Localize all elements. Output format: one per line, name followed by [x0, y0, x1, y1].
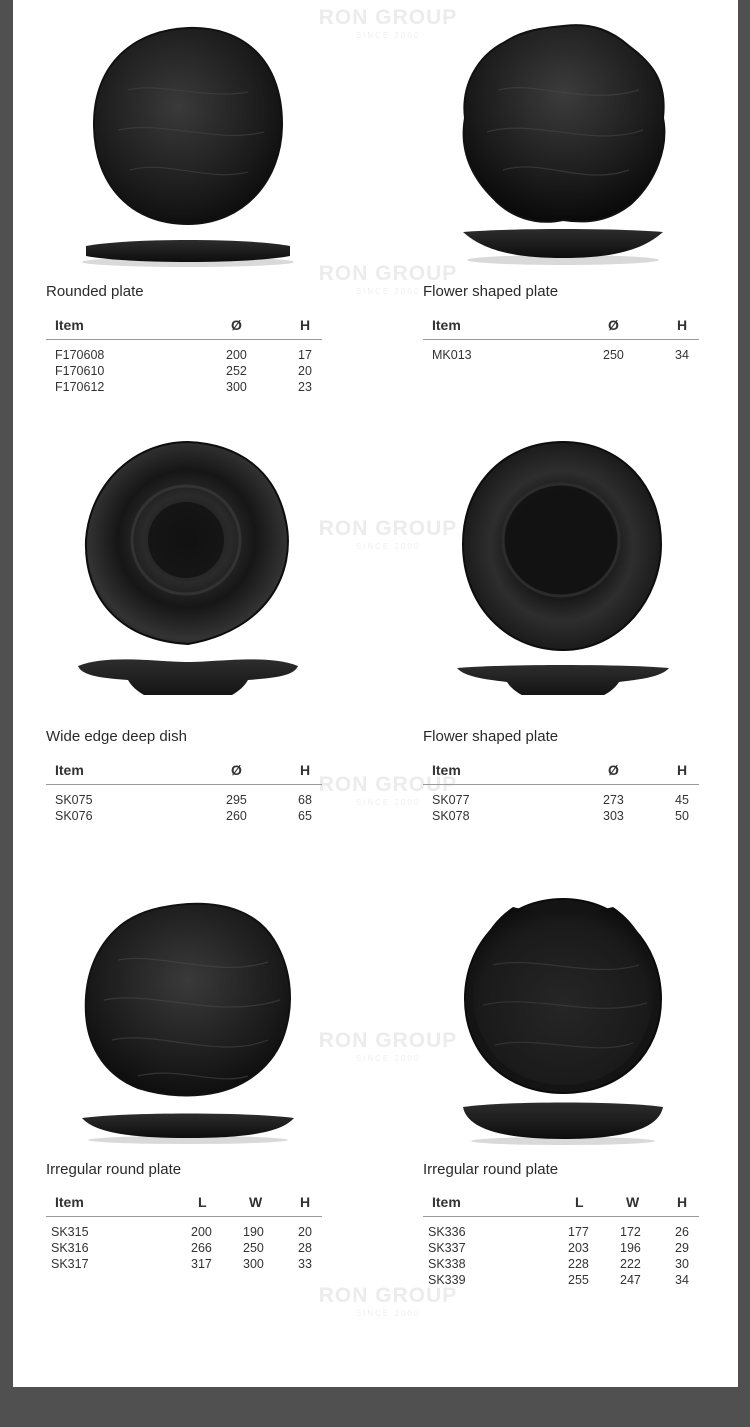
spec-header-diameter: Ø: [608, 762, 619, 778]
product-image: [68, 440, 308, 695]
product-image: [443, 20, 683, 275]
spec-row: [46, 808, 322, 824]
spec-header-length: L: [575, 1194, 584, 1210]
watermark: RON GROUP SINCE 2000: [318, 517, 458, 551]
product-name: Irregular round plate: [46, 1161, 182, 1178]
spec-cell-height: 50: [675, 809, 689, 823]
spec-row: [46, 347, 322, 363]
spec-cell-height: 17: [298, 348, 312, 362]
spec-table: [423, 313, 699, 363]
spec-cell-height: 34: [675, 1273, 689, 1287]
spec-table: [46, 1190, 322, 1272]
product-image: [443, 440, 683, 695]
spec-row: [46, 1224, 322, 1240]
spec-row: [423, 808, 699, 824]
spec-row: [423, 1256, 699, 1272]
spec-cell-height: 29: [675, 1241, 689, 1255]
spec-header-item: Item: [432, 1194, 461, 1210]
spec-cell-item: SK077: [432, 793, 470, 807]
product-name: Irregular round plate: [423, 1161, 559, 1178]
spec-header-length: L: [198, 1194, 207, 1210]
spec-row: [423, 347, 699, 363]
watermark: RON GROUP SINCE 2000: [318, 262, 458, 296]
spec-cell-diameter: 252: [226, 364, 247, 378]
product-name: Wide edge deep dish: [46, 728, 187, 745]
spec-cell-height: 33: [298, 1257, 312, 1271]
product-name: Flower shaped plate: [423, 728, 559, 745]
product-image: [68, 20, 308, 275]
spec-header-height: H: [300, 762, 311, 778]
product-card-flower-plate-deep: [413, 440, 713, 695]
spec-cell-length: 266: [191, 1241, 212, 1255]
spec-cell-width: 222: [620, 1257, 641, 1271]
spec-cell-height: 20: [298, 364, 312, 378]
spec-cell-item: SK339: [428, 1273, 466, 1287]
spec-cell-item: SK076: [55, 809, 93, 823]
spec-cell-height: 68: [298, 793, 312, 807]
spec-cell-diameter: 303: [603, 809, 624, 823]
spec-cell-item: F170608: [55, 348, 105, 362]
spec-table: [423, 758, 699, 824]
spec-cell-length: 255: [568, 1273, 589, 1287]
product-name: Flower shaped plate: [423, 283, 559, 300]
spec-table: [423, 1190, 699, 1288]
spec-header-row: [46, 758, 322, 785]
spec-header-height: H: [300, 1194, 311, 1210]
spec-table: [46, 313, 322, 395]
spec-row: [46, 1240, 322, 1256]
spec-cell-length: 177: [568, 1225, 589, 1239]
spec-cell-item: MK013: [432, 348, 472, 362]
spec-header-row: [423, 313, 699, 340]
spec-header-height: H: [300, 317, 311, 333]
spec-row: [423, 1224, 699, 1240]
product-image: [68, 900, 308, 1155]
watermark: RON GROUP SINCE 2000: [318, 6, 458, 40]
spec-cell-diameter: 300: [226, 380, 247, 394]
spec-cell-length: 203: [568, 1241, 589, 1255]
spec-cell-length: 228: [568, 1257, 589, 1271]
spec-cell-height: 34: [675, 348, 689, 362]
spec-cell-item: F170610: [55, 364, 105, 378]
spec-header-diameter: Ø: [231, 762, 242, 778]
product-name: Rounded plate: [46, 283, 144, 300]
spec-cell-width: 300: [243, 1257, 264, 1271]
spec-header-item: Item: [55, 1194, 84, 1210]
product-image: [443, 895, 683, 1150]
spec-cell-diameter: 295: [226, 793, 247, 807]
spec-cell-width: 196: [620, 1241, 641, 1255]
watermark: RON GROUP SINCE 2000: [318, 1284, 458, 1318]
spec-header-item: Item: [55, 317, 84, 333]
spec-cell-length: 317: [191, 1257, 212, 1271]
spec-header-item: Item: [55, 762, 84, 778]
spec-cell-height: 20: [298, 1225, 312, 1239]
spec-cell-width: 172: [620, 1225, 641, 1239]
spec-cell-item: SK317: [51, 1257, 89, 1271]
spec-row: [46, 363, 322, 379]
spec-header-row: [46, 1190, 322, 1217]
spec-row: [423, 1272, 699, 1288]
spec-cell-height: 28: [298, 1241, 312, 1255]
spec-row: [423, 792, 699, 808]
product-card-wide-edge-dish: [38, 440, 338, 695]
spec-header-item: Item: [432, 762, 461, 778]
spec-cell-length: 200: [191, 1225, 212, 1239]
spec-header-item: Item: [432, 317, 461, 333]
spec-cell-item: SK078: [432, 809, 470, 823]
spec-cell-width: 247: [620, 1273, 641, 1287]
spec-header-height: H: [677, 1194, 688, 1210]
spec-cell-diameter: 200: [226, 348, 247, 362]
spec-header-width: W: [626, 1194, 640, 1210]
spec-cell-item: SK075: [55, 793, 93, 807]
spec-row: [46, 379, 322, 395]
spec-row: [46, 1256, 322, 1272]
spec-header-diameter: Ø: [231, 317, 242, 333]
spec-cell-item: SK336: [428, 1225, 466, 1239]
product-card-irregular-plate-rim: [413, 895, 713, 1150]
spec-cell-item: F170612: [55, 380, 105, 394]
spec-header-width: W: [249, 1194, 263, 1210]
spec-cell-height: 30: [675, 1257, 689, 1271]
spec-cell-item: SK338: [428, 1257, 466, 1271]
product-card-flower-plate: [413, 20, 713, 275]
spec-header-height: H: [677, 762, 688, 778]
product-card-rounded-plate: [38, 20, 338, 275]
spec-header-row: [423, 1190, 699, 1217]
spec-header-height: H: [677, 317, 688, 333]
spec-cell-width: 250: [243, 1241, 264, 1255]
spec-cell-height: 45: [675, 793, 689, 807]
spec-cell-diameter: 260: [226, 809, 247, 823]
spec-cell-diameter: 273: [603, 793, 624, 807]
spec-header-row: [423, 758, 699, 785]
spec-row: [46, 792, 322, 808]
spec-cell-item: SK315: [51, 1225, 89, 1239]
spec-cell-height: 26: [675, 1225, 689, 1239]
spec-cell-diameter: 250: [603, 348, 624, 362]
spec-table: [46, 758, 322, 824]
spec-header-row: [46, 313, 322, 340]
product-card-irregular-plate: [38, 900, 338, 1155]
spec-cell-height: 65: [298, 809, 312, 823]
watermark: RON GROUP SINCE 2000: [318, 1029, 458, 1063]
spec-header-diameter: Ø: [608, 317, 619, 333]
spec-cell-height: 23: [298, 380, 312, 394]
catalog-sheet: [13, 0, 738, 1387]
spec-row: [423, 1240, 699, 1256]
watermark: RON GROUP SINCE 2000: [318, 773, 458, 807]
spec-cell-item: SK337: [428, 1241, 466, 1255]
spec-cell-width: 190: [243, 1225, 264, 1239]
spec-cell-item: SK316: [51, 1241, 89, 1255]
